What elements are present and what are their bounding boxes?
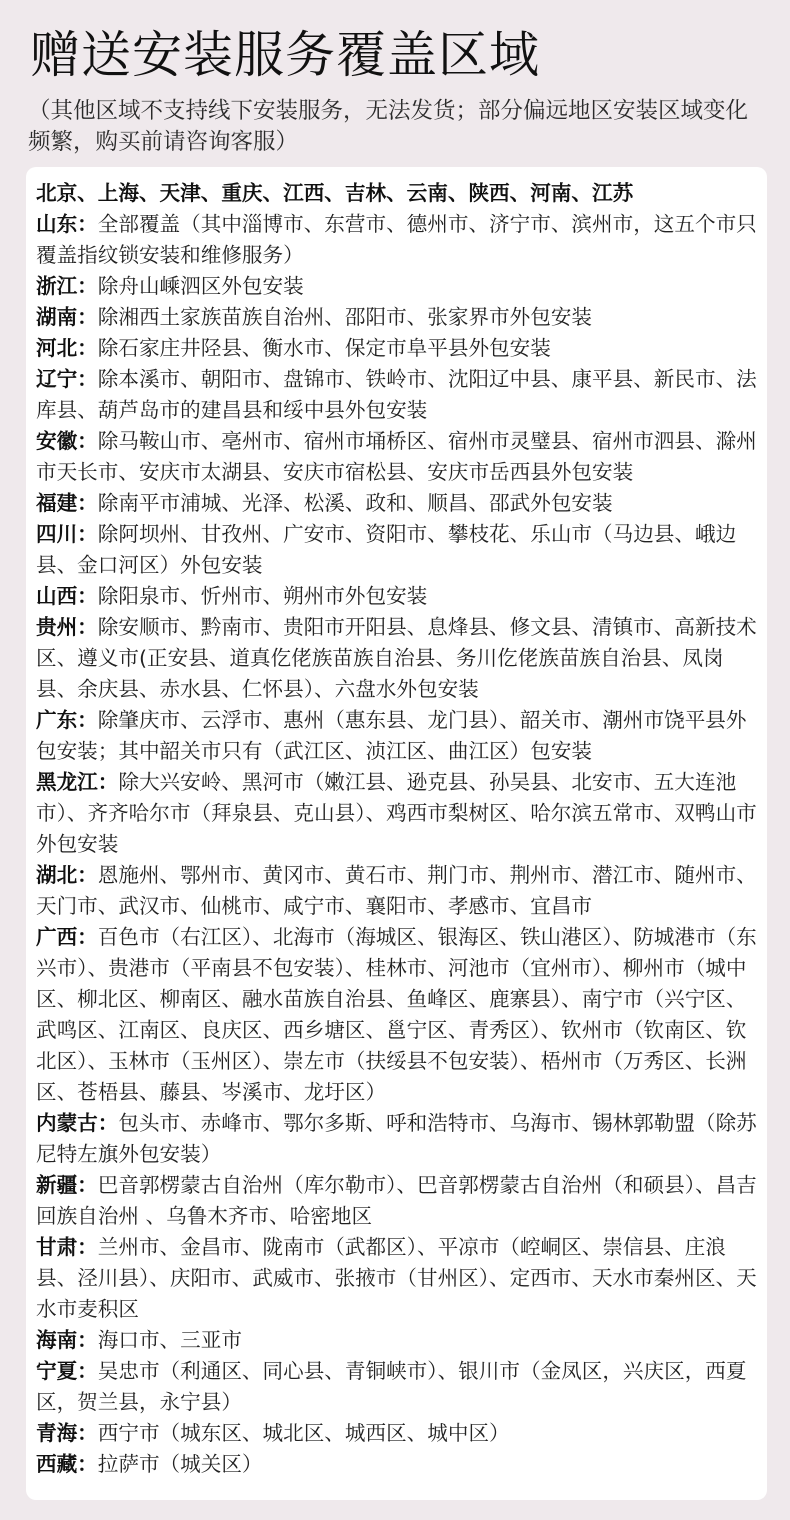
region-sichuan [36,519,762,581]
region-label: 内蒙古： [36,1111,119,1135]
region-detail: 除肇庆市、云浮市、惠州（惠东县、龙门县）、韶关市、潮州市饶平县外包安装；其中韶关市只有（武江区、浈江区、曲江区）包安装 [36,708,747,763]
region-detail: 海口市、三亚市 [97,1328,242,1352]
region-label: 新疆： [36,1173,98,1197]
region-label: 西藏： [36,1452,98,1476]
region-label: 浙江： [36,274,98,298]
region-shanxi [36,581,762,612]
region-hunan [36,302,762,333]
page-subtitle-note: （其他区域不支持线下安装服务，无法发货；部分偏远地区安装区域变化频繁，购买前请咨询客服） [28,98,749,155]
region-detail: 除舟山嵊泗区外包安装 [97,274,304,298]
page-title: 赠送安装服务覆盖区域 [30,26,540,84]
region-detail: 除南平市浦城、光泽、松溪、政和、顺昌、邵武外包安装 [97,491,613,515]
region-label: 辽宁： [36,367,98,391]
region-detail: 除石家庄井陉县、衡水市、保定市阜平县外包安装 [97,336,551,360]
region-detail: 除阳泉市、忻州市、朔州市外包安装 [97,584,428,608]
region-hainan [36,1325,762,1356]
region-detail: 巴音郭楞蒙古自治州（库尔勒市）、巴音郭楞蒙古自治州（和硕县）、昌吉回族自治州 、乌鲁木齐市、哈密地区 [36,1173,757,1228]
region-label: 黑龙江： [36,770,119,794]
region-detail: 除本溪市、朝阳市、盘锦市、铁岭市、沈阳辽中县、康平县、新民市、法库县、葫芦岛市的建昌县和绥中县外包安装 [36,367,757,422]
region-detail: 全部覆盖（其中淄博市、东营市、德州市、济宁市、滨州市，这五个市只覆盖指纹锁安装和维修服务） [36,212,757,267]
region-label: 四川： [36,522,98,546]
region-gansu [36,1232,762,1325]
region-detail: 除阿坝州、甘孜州、广安市、资阳市、攀枝花、乐山市（马边县、峨边县、金口河区）外包安装 [36,522,737,577]
region-detail: 拉萨市（城关区） [97,1452,263,1476]
region-label: 湖北： [36,863,98,887]
region-detail: 兰州市、金昌市、陇南市（武都区）、平凉市（崆峒区、崇信县、庄浪县、泾川县）、庆阳市、武威市、张掖市（甘州区）、定西市、天水市秦州区、天水市麦积区 [36,1235,757,1321]
region-hebei [36,333,762,364]
region-label: 山东： [36,212,98,236]
region-shandong [36,209,762,271]
region-detail: 西宁市（城东区、城北区、城西区、城中区） [97,1421,510,1445]
region-label: 河北： [36,336,98,360]
region-label: 宁夏： [36,1359,98,1383]
region-neimenggu [36,1108,762,1170]
region-fujian [36,488,762,519]
region-hubei [36,860,762,922]
full-coverage-regions: 北京、上海、天津、重庆、江西、吉林、云南、陕西、河南、江苏 [36,181,634,205]
region-label: 广西： [36,925,98,949]
region-label: 广东： [36,708,98,732]
region-label: 甘肃： [36,1235,98,1259]
coverage-list [36,178,762,1480]
region-label: 山西： [36,584,98,608]
region-detail: 百色市（右江区）、北海市（海城区、银海区、铁山港区）、防城港市（东兴市）、贵港市（平南县不包安装）、桂林市、河池市（宜州市）、柳州市（城中区、柳北区、柳南区、融水苗族自治县、鱼峰区、鹿寨县）、南宁市（兴宁区、武鸣区、江南区、良庆区、西乡塘区、邕宁区、青秀区）、钦州市（钦南区、钦北区）、玉林市（玉州区）、崇左市（扶绥县不包安装）、梧州市（万秀区、长洲区、苍梧县、藤县、岑溪市、龙圩区） [36,925,757,1104]
region-detail: 除安顺市、黔南市、贵阳市开阳县、息烽县、修文县、清镇市、高新技术区、遵义市(正安县、道真仡佬族苗族自治县、务川仡佬族苗族自治县、凤岗县、余庆县、赤水县、仁怀县）、六盘水外包安装 [36,615,757,701]
region-label: 安徽： [36,429,98,453]
region-liaoning [36,364,762,426]
region-detail: 包头市、赤峰市、鄂尔多斯、呼和浩特市、乌海市、锡林郭勒盟（除苏尼特左旗外包安装） [36,1111,757,1166]
region-label: 湖南： [36,305,98,329]
region-detail: 除马鞍山市、亳州市、宿州市埇桥区、宿州市灵璧县、宿州市泗县、滁州市天长市、安庆市太湖县、安庆市宿松县、安庆市岳西县外包安装 [36,429,757,484]
coverage-card [26,167,767,1500]
region-xizang [36,1449,762,1480]
region-detail: 恩施州、鄂州市、黄冈市、黄石市、荆门市、荆州市、潜江市、随州市、天门市、武汉市、仙桃市、咸宁市、襄阳市、孝感市、宜昌市 [36,863,757,918]
region-guizhou [36,612,762,705]
region-qinghai [36,1418,762,1449]
region-guangxi [36,922,762,1108]
region-detail: 除大兴安岭、黑河市（嫩江县、逊克县、孙吴县、北安市、五大连池市）、齐齐哈尔市（拜泉县、克山县）、鸡西市梨树区、哈尔滨五常市、双鸭山市外包安装 [36,770,757,856]
region-detail: 除湘西土家族苗族自治州、邵阳市、张家界市外包安装 [97,305,593,329]
region-xinjiang [36,1170,762,1232]
region-guangdong [36,705,762,767]
region-detail: 吴忠市（利通区、同心县、青铜峡市）、银川市（金凤区，兴庆区，西夏区，贺兰县，永宁县） [36,1359,747,1414]
region-label: 贵州： [36,615,98,639]
region-ningxia [36,1356,762,1418]
region-anhui [36,426,762,488]
region-label: 福建： [36,491,98,515]
region-heilongjiang [36,767,762,860]
region-zhejiang [36,271,762,302]
region-label: 海南： [36,1328,98,1352]
region-label: 青海： [36,1421,98,1445]
